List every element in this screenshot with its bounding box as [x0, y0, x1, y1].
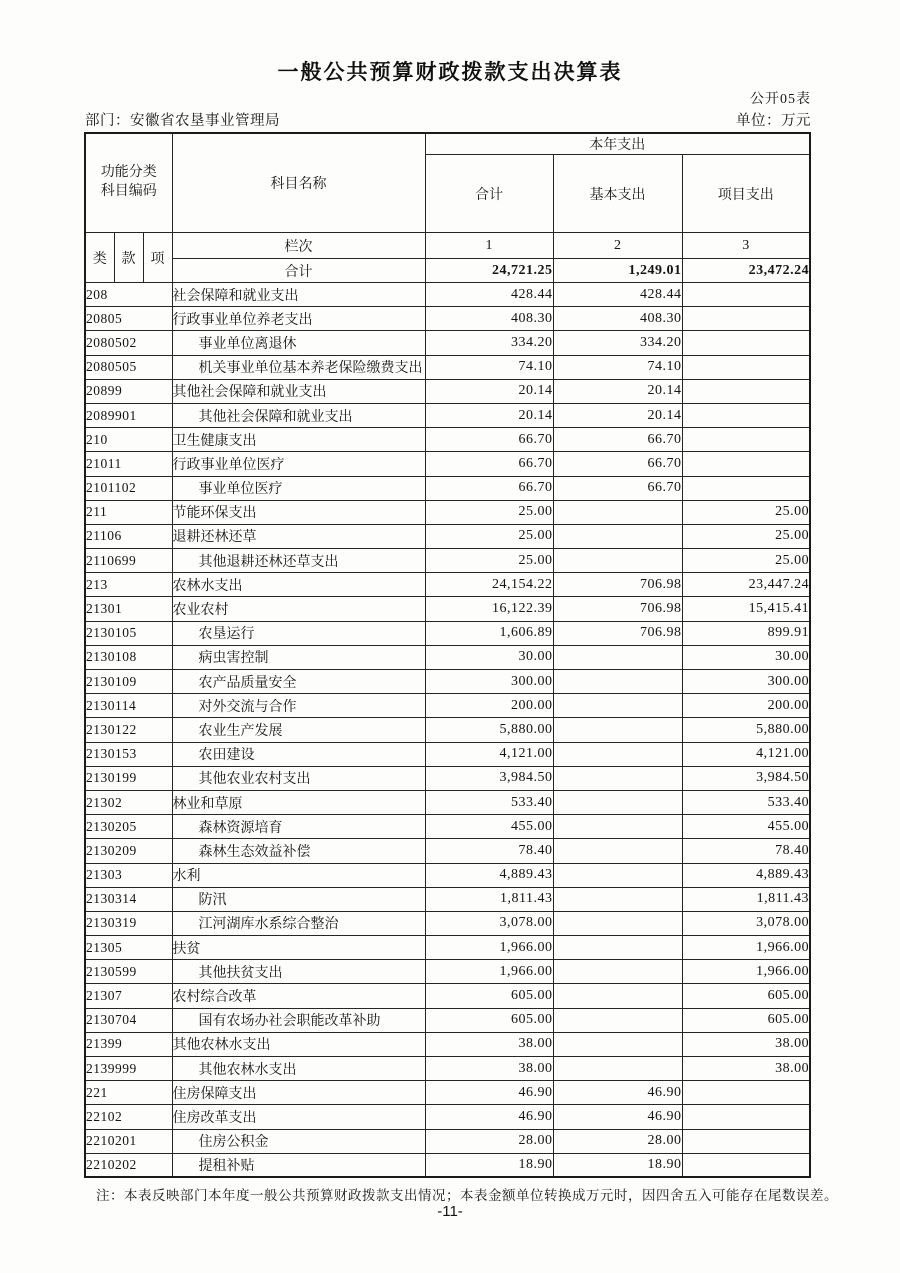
- table-row: [85, 766, 810, 790]
- cell-project-expense: 605.00: [682, 1008, 810, 1032]
- header-subject-name: 科目名称: [172, 133, 425, 233]
- cell-function-code: 2130599: [85, 960, 172, 984]
- cell-basic-expense: 66.70: [553, 476, 682, 500]
- cell-total: 16,122.39: [425, 597, 553, 621]
- cell-project-expense: [682, 403, 810, 427]
- cell-project-expense: 3,078.00: [682, 911, 810, 935]
- cell-project-expense: 4,121.00: [682, 742, 810, 766]
- table-row: [85, 428, 810, 452]
- table-row: [85, 742, 810, 766]
- table-row: [85, 718, 810, 742]
- table-row: [85, 984, 810, 1008]
- cell-total: 66.70: [425, 428, 553, 452]
- cell-function-code: 2130109: [85, 670, 172, 694]
- table-row: [85, 452, 810, 476]
- cell-basic-expense: 46.90: [553, 1105, 682, 1129]
- cell-basic-expense: [553, 911, 682, 935]
- cell-total: 38.00: [425, 1057, 553, 1081]
- cell-function-code: 2130314: [85, 887, 172, 911]
- cell-total: 5,880.00: [425, 718, 553, 742]
- cell-subject-name: 国有农场办社会职能改革补助: [172, 1008, 425, 1032]
- cell-total: 46.90: [425, 1105, 553, 1129]
- cell-total: 1,966.00: [425, 960, 553, 984]
- cell-basic-expense: [553, 936, 682, 960]
- cell-basic-expense: [553, 815, 682, 839]
- cell-basic-expense: [553, 1057, 682, 1081]
- cell-basic-expense: 18.90: [553, 1153, 682, 1177]
- cell-basic-expense: 20.14: [553, 403, 682, 427]
- table-row: [85, 379, 810, 403]
- cell-basic-expense: 334.20: [553, 331, 682, 355]
- table-row: [85, 1129, 810, 1153]
- cell-function-code: 213: [85, 573, 172, 597]
- cell-project-expense: [682, 283, 810, 307]
- cell-subject-name: 农产品质量安全: [172, 670, 425, 694]
- cell-subject-name: 退耕还林还草: [172, 524, 425, 548]
- cell-total: 605.00: [425, 984, 553, 1008]
- cell-function-code: 2101102: [85, 476, 172, 500]
- cell-basic-expense: [553, 500, 682, 524]
- unit-label: 单位：万元: [736, 113, 811, 129]
- header-col-basic: 基本支出: [553, 155, 682, 233]
- cell-basic-expense: 706.98: [553, 621, 682, 645]
- cell-function-code: 2130319: [85, 911, 172, 935]
- cell-project-expense: 1,966.00: [682, 936, 810, 960]
- cell-function-code: 2130108: [85, 645, 172, 669]
- cell-function-code: 2089901: [85, 403, 172, 427]
- cell-project-expense: 300.00: [682, 670, 810, 694]
- cell-subject-name: 其他农业农村支出: [172, 766, 425, 790]
- cell-project-expense: 25.00: [682, 524, 810, 548]
- header-column-index-3: 3: [682, 233, 810, 259]
- cell-total: 200.00: [425, 694, 553, 718]
- cell-subject-name: 其他社会保障和就业支出: [172, 379, 425, 403]
- meta-row: [85, 109, 811, 130]
- cell-subject-name: 防汛: [172, 887, 425, 911]
- table-row: [85, 1153, 810, 1177]
- cell-basic-expense: 408.30: [553, 307, 682, 331]
- cell-total: 334.20: [425, 331, 553, 355]
- table-row: [85, 1057, 810, 1081]
- header-current-year-group: 本年支出: [425, 133, 810, 155]
- cell-project-expense: 1,966.00: [682, 960, 810, 984]
- header-col-project: 项目支出: [682, 155, 810, 233]
- cell-subject-name: 病虫害控制: [172, 645, 425, 669]
- cell-function-code: 21305: [85, 936, 172, 960]
- table-row: [85, 815, 810, 839]
- cell-total: 66.70: [425, 476, 553, 500]
- cell-total: 408.30: [425, 307, 553, 331]
- table-row: [85, 597, 810, 621]
- cell-project-expense: [682, 1129, 810, 1153]
- cell-subject-name: 农业农村: [172, 597, 425, 621]
- cell-function-code: 20899: [85, 379, 172, 403]
- cell-project-expense: 605.00: [682, 984, 810, 1008]
- cell-subject-name: 农田建设: [172, 742, 425, 766]
- page-number: -11-: [437, 1203, 463, 1220]
- cell-project-expense: 200.00: [682, 694, 810, 718]
- cell-function-code: 2130704: [85, 1008, 172, 1032]
- cell-total: 46.90: [425, 1081, 553, 1105]
- cell-project-expense: [682, 331, 810, 355]
- table-row: [85, 500, 810, 524]
- cell-subject-name: 社会保障和就业支出: [172, 283, 425, 307]
- cell-total: 1,811.43: [425, 887, 553, 911]
- cell-project-expense: 5,880.00: [682, 718, 810, 742]
- cell-project-expense: 78.40: [682, 839, 810, 863]
- grand-total-basic: 1,249.01: [553, 259, 682, 283]
- table-row: [85, 1105, 810, 1129]
- cell-function-code: 210: [85, 428, 172, 452]
- department-label: 部门：安徽省农垦事业管理局: [85, 113, 280, 129]
- cell-basic-expense: 66.70: [553, 428, 682, 452]
- cell-subject-name: 其他退耕还林还草支出: [172, 549, 425, 573]
- cell-basic-expense: 74.10: [553, 355, 682, 379]
- table-row: [85, 1032, 810, 1056]
- cell-subject-name: 节能环保支出: [172, 500, 425, 524]
- table-body: [85, 283, 810, 1178]
- cell-subject-name: 其他农林水支出: [172, 1057, 425, 1081]
- cell-project-expense: [682, 428, 810, 452]
- cell-function-code: 221: [85, 1081, 172, 1105]
- grand-total-row: [85, 259, 810, 283]
- table-row: [85, 790, 810, 814]
- cell-function-code: 211: [85, 500, 172, 524]
- cell-basic-expense: [553, 670, 682, 694]
- header-row-group: [85, 133, 810, 155]
- cell-total: 20.14: [425, 379, 553, 403]
- cell-function-code: 20805: [85, 307, 172, 331]
- cell-project-expense: [682, 1105, 810, 1129]
- cell-project-expense: 533.40: [682, 790, 810, 814]
- header-row-index: [85, 233, 810, 259]
- cell-project-expense: 38.00: [682, 1032, 810, 1056]
- cell-total: 74.10: [425, 355, 553, 379]
- cell-project-expense: 15,415.41: [682, 597, 810, 621]
- cell-function-code: 2210201: [85, 1129, 172, 1153]
- cell-basic-expense: [553, 790, 682, 814]
- table-row: [85, 694, 810, 718]
- table-row: [85, 331, 810, 355]
- grand-total-label: 合计: [172, 259, 425, 283]
- footnote: 注：本表反映部门本年度一般公共预算财政拨款支出情况；本表金额单位转换成万元时，因四舍五入可能存在尾数误差。: [96, 1188, 838, 1203]
- cell-function-code: 21302: [85, 790, 172, 814]
- cell-total: 1,966.00: [425, 936, 553, 960]
- cell-subject-name: 森林资源培育: [172, 815, 425, 839]
- cell-project-expense: 4,889.43: [682, 863, 810, 887]
- cell-function-code: 2130153: [85, 742, 172, 766]
- cell-function-code: 2130205: [85, 815, 172, 839]
- header-column-index-label: 栏次: [172, 233, 425, 259]
- cell-total: 78.40: [425, 839, 553, 863]
- cell-basic-expense: 706.98: [553, 573, 682, 597]
- grand-total-total: 24,721.25: [425, 259, 553, 283]
- cell-total: 20.14: [425, 403, 553, 427]
- table-row: [85, 670, 810, 694]
- cell-subject-name: 农村综合改革: [172, 984, 425, 1008]
- cell-project-expense: 30.00: [682, 645, 810, 669]
- cell-total: 25.00: [425, 524, 553, 548]
- cell-subject-name: 扶贫: [172, 936, 425, 960]
- cell-subject-name: 行政事业单位医疗: [172, 452, 425, 476]
- cell-total: 30.00: [425, 645, 553, 669]
- cell-total: 3,984.50: [425, 766, 553, 790]
- cell-subject-name: 住房改革支出: [172, 1105, 425, 1129]
- header-code-level-section: 款: [114, 233, 143, 283]
- cell-basic-expense: 66.70: [553, 452, 682, 476]
- cell-project-expense: [682, 355, 810, 379]
- cell-subject-name: 江河湖库水系综合整治: [172, 911, 425, 935]
- cell-total: 300.00: [425, 670, 553, 694]
- table-row: [85, 549, 810, 573]
- cell-total: 4,889.43: [425, 863, 553, 887]
- cell-total: 605.00: [425, 1008, 553, 1032]
- table-row: [85, 887, 810, 911]
- cell-subject-name: 对外交流与合作: [172, 694, 425, 718]
- cell-function-code: 2080502: [85, 331, 172, 355]
- table-row: [85, 1081, 810, 1105]
- cell-project-expense: [682, 452, 810, 476]
- cell-subject-name: 事业单位离退休: [172, 331, 425, 355]
- cell-basic-expense: [553, 960, 682, 984]
- cell-basic-expense: [553, 766, 682, 790]
- cell-project-expense: [682, 476, 810, 500]
- cell-basic-expense: [553, 1008, 682, 1032]
- cell-function-code: 2110699: [85, 549, 172, 573]
- table-row: [85, 863, 810, 887]
- cell-subject-name: 提租补贴: [172, 1153, 425, 1177]
- cell-total: 18.90: [425, 1153, 553, 1177]
- cell-basic-expense: 20.14: [553, 379, 682, 403]
- grand-total-project: 23,472.24: [682, 259, 810, 283]
- cell-basic-expense: [553, 1032, 682, 1056]
- cell-function-code: 21303: [85, 863, 172, 887]
- table-row: [85, 283, 810, 307]
- cell-function-code: 2210202: [85, 1153, 172, 1177]
- cell-subject-name: 机关事业单位基本养老保险缴费支出: [172, 355, 425, 379]
- cell-basic-expense: [553, 887, 682, 911]
- cell-basic-expense: 706.98: [553, 597, 682, 621]
- cell-total: 4,121.00: [425, 742, 553, 766]
- table-row: [85, 1008, 810, 1032]
- cell-function-code: 2130114: [85, 694, 172, 718]
- cell-function-code: 22102: [85, 1105, 172, 1129]
- cell-total: 25.00: [425, 500, 553, 524]
- cell-total: 1,606.89: [425, 621, 553, 645]
- cell-basic-expense: [553, 742, 682, 766]
- cell-project-expense: 25.00: [682, 549, 810, 573]
- table-row: [85, 524, 810, 548]
- table-row: [85, 355, 810, 379]
- cell-basic-expense: 46.90: [553, 1081, 682, 1105]
- cell-basic-expense: [553, 984, 682, 1008]
- table-row: [85, 307, 810, 331]
- cell-subject-name: 事业单位医疗: [172, 476, 425, 500]
- cell-function-code: 21399: [85, 1032, 172, 1056]
- cell-subject-name: 住房公积金: [172, 1129, 425, 1153]
- cell-basic-expense: 428.44: [553, 283, 682, 307]
- cell-subject-name: 其他农林水支出: [172, 1032, 425, 1056]
- table-row: [85, 839, 810, 863]
- cell-subject-name: 农垦运行: [172, 621, 425, 645]
- cell-total: 428.44: [425, 283, 553, 307]
- cell-basic-expense: [553, 839, 682, 863]
- cell-basic-expense: [553, 863, 682, 887]
- table-row: [85, 960, 810, 984]
- cell-function-code: 21301: [85, 597, 172, 621]
- cell-function-code: 2139999: [85, 1057, 172, 1081]
- cell-basic-expense: 28.00: [553, 1129, 682, 1153]
- header-column-index-2: 2: [553, 233, 682, 259]
- cell-subject-name: 其他扶贫支出: [172, 960, 425, 984]
- header-code-level-item: 项: [143, 233, 172, 283]
- cell-function-code: 21106: [85, 524, 172, 548]
- cell-function-code: 208: [85, 283, 172, 307]
- cell-function-code: 2080505: [85, 355, 172, 379]
- header-function-code: 功能分类 科目编码: [85, 133, 172, 233]
- table-row: [85, 403, 810, 427]
- cell-basic-expense: [553, 645, 682, 669]
- cell-project-expense: 38.00: [682, 1057, 810, 1081]
- cell-project-expense: 1,811.43: [682, 887, 810, 911]
- cell-subject-name: 林业和草原: [172, 790, 425, 814]
- cell-project-expense: [682, 1153, 810, 1177]
- cell-project-expense: 25.00: [682, 500, 810, 524]
- cell-total: 25.00: [425, 549, 553, 573]
- page-title: 一般公共预算财政拨款支出决算表: [277, 61, 623, 84]
- expenditure-table: [84, 132, 811, 1178]
- cell-project-expense: 23,447.24: [682, 573, 810, 597]
- cell-subject-name: 其他社会保障和就业支出: [172, 403, 425, 427]
- cell-project-expense: 455.00: [682, 815, 810, 839]
- cell-subject-name: 行政事业单位养老支出: [172, 307, 425, 331]
- cell-subject-name: 卫生健康支出: [172, 428, 425, 452]
- cell-function-code: 21011: [85, 452, 172, 476]
- form-code-label: 公开05表: [750, 92, 811, 107]
- table-row: [85, 936, 810, 960]
- cell-basic-expense: [553, 694, 682, 718]
- cell-total: 24,154.22: [425, 573, 553, 597]
- cell-total: 38.00: [425, 1032, 553, 1056]
- cell-total: 3,078.00: [425, 911, 553, 935]
- cell-function-code: 2130122: [85, 718, 172, 742]
- table-row: [85, 621, 810, 645]
- cell-total: 28.00: [425, 1129, 553, 1153]
- cell-project-expense: [682, 1081, 810, 1105]
- cell-project-expense: [682, 379, 810, 403]
- cell-function-code: 2130199: [85, 766, 172, 790]
- table-row: [85, 573, 810, 597]
- header-code-level-class: 类: [85, 233, 114, 283]
- cell-subject-name: 森林生态效益补偿: [172, 839, 425, 863]
- cell-subject-name: 农业生产发展: [172, 718, 425, 742]
- table-row: [85, 645, 810, 669]
- cell-total: 533.40: [425, 790, 553, 814]
- cell-function-code: 2130209: [85, 839, 172, 863]
- header-col-total: 合计: [425, 155, 553, 233]
- cell-basic-expense: [553, 549, 682, 573]
- cell-function-code: 21307: [85, 984, 172, 1008]
- table-row: [85, 911, 810, 935]
- cell-basic-expense: [553, 524, 682, 548]
- cell-total: 455.00: [425, 815, 553, 839]
- cell-total: 66.70: [425, 452, 553, 476]
- table-row: [85, 476, 810, 500]
- cell-subject-name: 住房保障支出: [172, 1081, 425, 1105]
- cell-basic-expense: [553, 718, 682, 742]
- header-column-index-1: 1: [425, 233, 553, 259]
- cell-subject-name: 农林水支出: [172, 573, 425, 597]
- cell-project-expense: [682, 307, 810, 331]
- cell-project-expense: 3,984.50: [682, 766, 810, 790]
- cell-function-code: 2130105: [85, 621, 172, 645]
- cell-project-expense: 899.91: [682, 621, 810, 645]
- cell-subject-name: 水利: [172, 863, 425, 887]
